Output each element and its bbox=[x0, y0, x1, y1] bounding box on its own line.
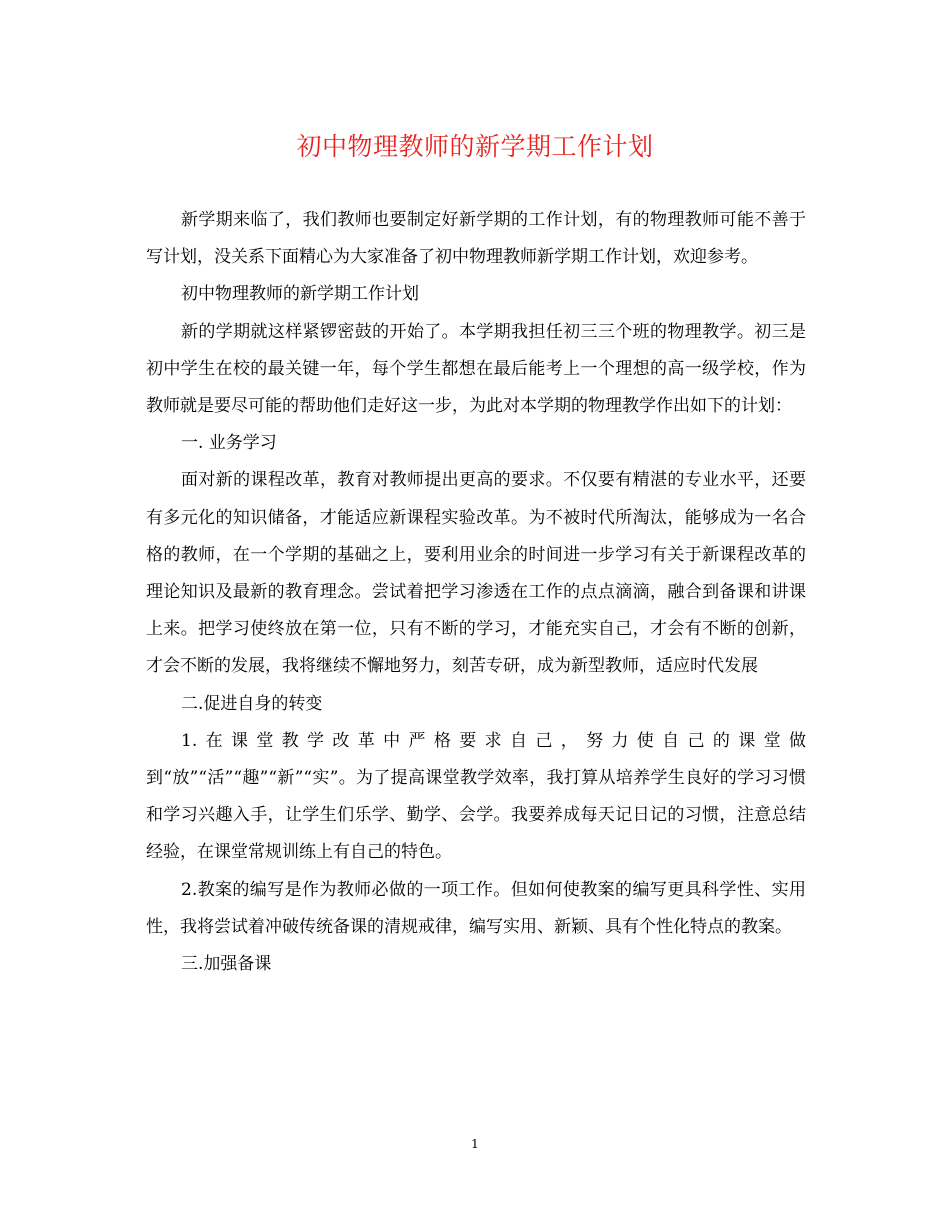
section-1-paragraph: 面对新的课程改革，教育对教师提出更高的要求。不仅要有精湛的专业水平，还要有多元化的知识储备，才能适应新课程实验改革。为不被时代所淘汰，能够成为一名合格的教师，在一个学期的基础之上，要利用业余的时间进一步学习有关于新课程改革的理论知识及最新的教育理念。尝试着把学习渗透在工作的点点滴滴，融合到备课和讲课上来。把学习使终放在第一位，只有不断的学习，才能充实自己，才会有不断的创新，才会不断的发展，我将继续不懈地努力，刻苦专研，成为新型教师，适应时代发展 bbox=[146, 470, 806, 677]
subtitle-line: 初中物理教师的新学期工作计划 bbox=[181, 284, 419, 305]
document-title: 初中物理教师的新学期工作计划 bbox=[296, 132, 654, 161]
section-heading-1: 一. 业务学习 bbox=[181, 433, 277, 454]
page-number: 1 bbox=[471, 1137, 479, 1151]
opening-paragraph: 新的学期就这样紧锣密鼓的开始了。本学期我担任初三三个班的物理教学。初三是初中学生在校的最关键一年，每个学生都想在最后能考上一个理想的高一级学校，作为教师就是要尽可能的帮助他们走好这一步，为此对本学期的物理教学作出如下的计划： bbox=[146, 321, 806, 417]
section-heading-2: 二.促进自身的转变 bbox=[181, 693, 323, 714]
section-heading-3: 三.加强备课 bbox=[181, 954, 272, 975]
section-2-item-1: 1.在课堂教学改革中严格要求自己，努力使自己的课堂做到“放”“活”“趣”“新”“实”。为了提高课堂教学效率，我打算从培养学生良好的学习习惯和学习兴趣入手，让学生们乐学、勤学、会学。我要养成每天记日记的习惯，注意总结经验，在课堂常规训练上有自己的特色。 bbox=[146, 730, 806, 863]
document-body bbox=[146, 202, 806, 983]
section-2-item-2: 2.教案的编写是作为教师必做的一项工作。但如何使教案的编写更具科学性、实用性，我将尝试着冲破传统备课的清规戒律，编写实用、新颖、具有个性化特点的教案。 bbox=[146, 879, 806, 937]
intro-paragraph: 新学期来临了，我们教师也要制定好新学期的工作计划，有的物理教师可能不善于写计划，没关系下面精心为大家准备了初中物理教师新学期工作计划，欢迎参考。 bbox=[146, 210, 806, 268]
